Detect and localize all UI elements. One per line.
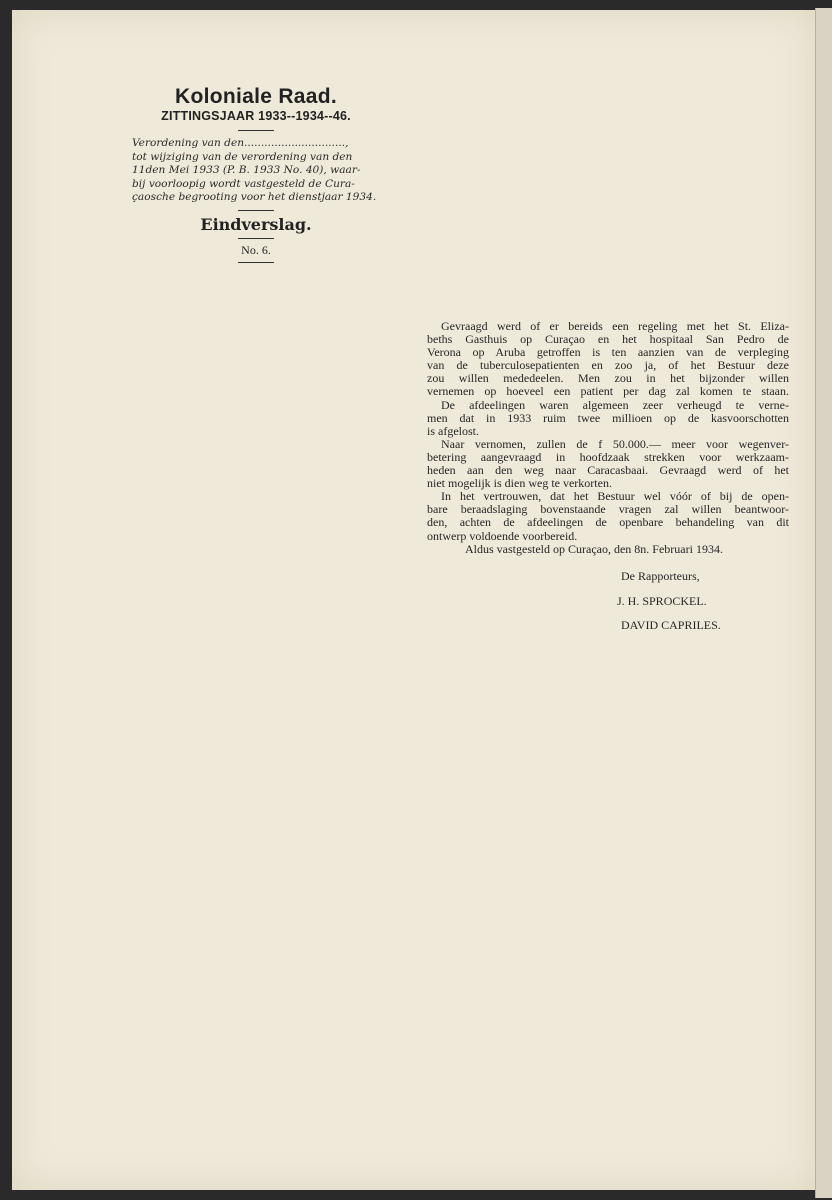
session-year: ZITTINGSJAAR 1933--1934--46. [161, 109, 351, 123]
divider [238, 262, 274, 263]
body-line: niet mogelijk is dien weg te verkorten. [427, 476, 612, 491]
divider [238, 238, 274, 239]
subject-line: Verordening van den.............................., [132, 137, 349, 149]
ordinance-subject [130, 137, 382, 205]
body-line: Naar vernomen, zullen de f 50.000.— meer voor wegenver- [441, 436, 789, 451]
page-edge [815, 8, 832, 1198]
body-line: De afdeelingen waren algemeen zeer verheugd te verne- [441, 397, 789, 412]
subject-line: çaosche begrooting voor het dienstjaar 1934. [132, 191, 377, 203]
body-line: bare beraadslaging bovenstaande vragen zal willen beantwoor- [427, 502, 789, 517]
body-line: ontwerp voldoende voorbereid. [427, 528, 578, 543]
body-line: den, achten de afdeelingen de openbare behandeling van dit [427, 515, 789, 530]
divider [238, 130, 274, 131]
report-title: Eindverslag. [200, 214, 312, 234]
closing-statement: Aldus vastgesteld op Curaçao, den 8n. Februari 1934. [465, 542, 723, 556]
report-number: No. 6. [241, 242, 271, 257]
body-line: is afgelost. [427, 423, 479, 438]
document-header [130, 86, 382, 269]
body-line: men dat in 1933 ruim twee millioen op de kasvoorschotten [427, 410, 789, 425]
report-body [427, 320, 789, 543]
subject-line: 11den Mei 1933 (P. B. 1933 No. 40), waar- [132, 164, 361, 176]
body-line: Verona op Aruba getroffen is ten aanzien van de verpleging [427, 345, 789, 360]
subject-line: tot wijziging van de verordening van den [132, 150, 353, 163]
rapporteurs-label: De Rapporteurs, [621, 569, 700, 583]
signatory-capriles: DAVID CAPRILES. [621, 618, 721, 632]
body-line: Gevraagd werd of er bereids een regeling met het St. Eliza- [441, 319, 789, 333]
signatory-sprockel: J. H. SPROCKEL. [617, 594, 707, 608]
divider [238, 210, 274, 211]
body-line: zou willen mededeelen. Men zou in het bijzonder willen [427, 371, 789, 386]
body-line: In het vertrouwen, dat het Bestuur wel vóór of bij de open- [441, 489, 789, 504]
council-title: Koloniale Raad. [174, 85, 338, 108]
body-line: beths Gasthuis op Curaçao en het hospitaal San Pedro de [427, 332, 789, 347]
body-line: betering aangevraagd in hoofdzaak strekken voor werkzaam- [427, 449, 789, 464]
body-line: vernemen op hoeveel een patient per dag zal komen te staan. [427, 384, 789, 399]
body-line: van de tuberculosepatienten en zoo ja, of het Bestuur deze [427, 358, 789, 373]
body-line: heden aan den weg naar Caracasbaai. Gevraagd werd of het [427, 463, 789, 478]
subject-line: bij voorloopig wordt vastgesteld de Cura- [132, 177, 355, 190]
